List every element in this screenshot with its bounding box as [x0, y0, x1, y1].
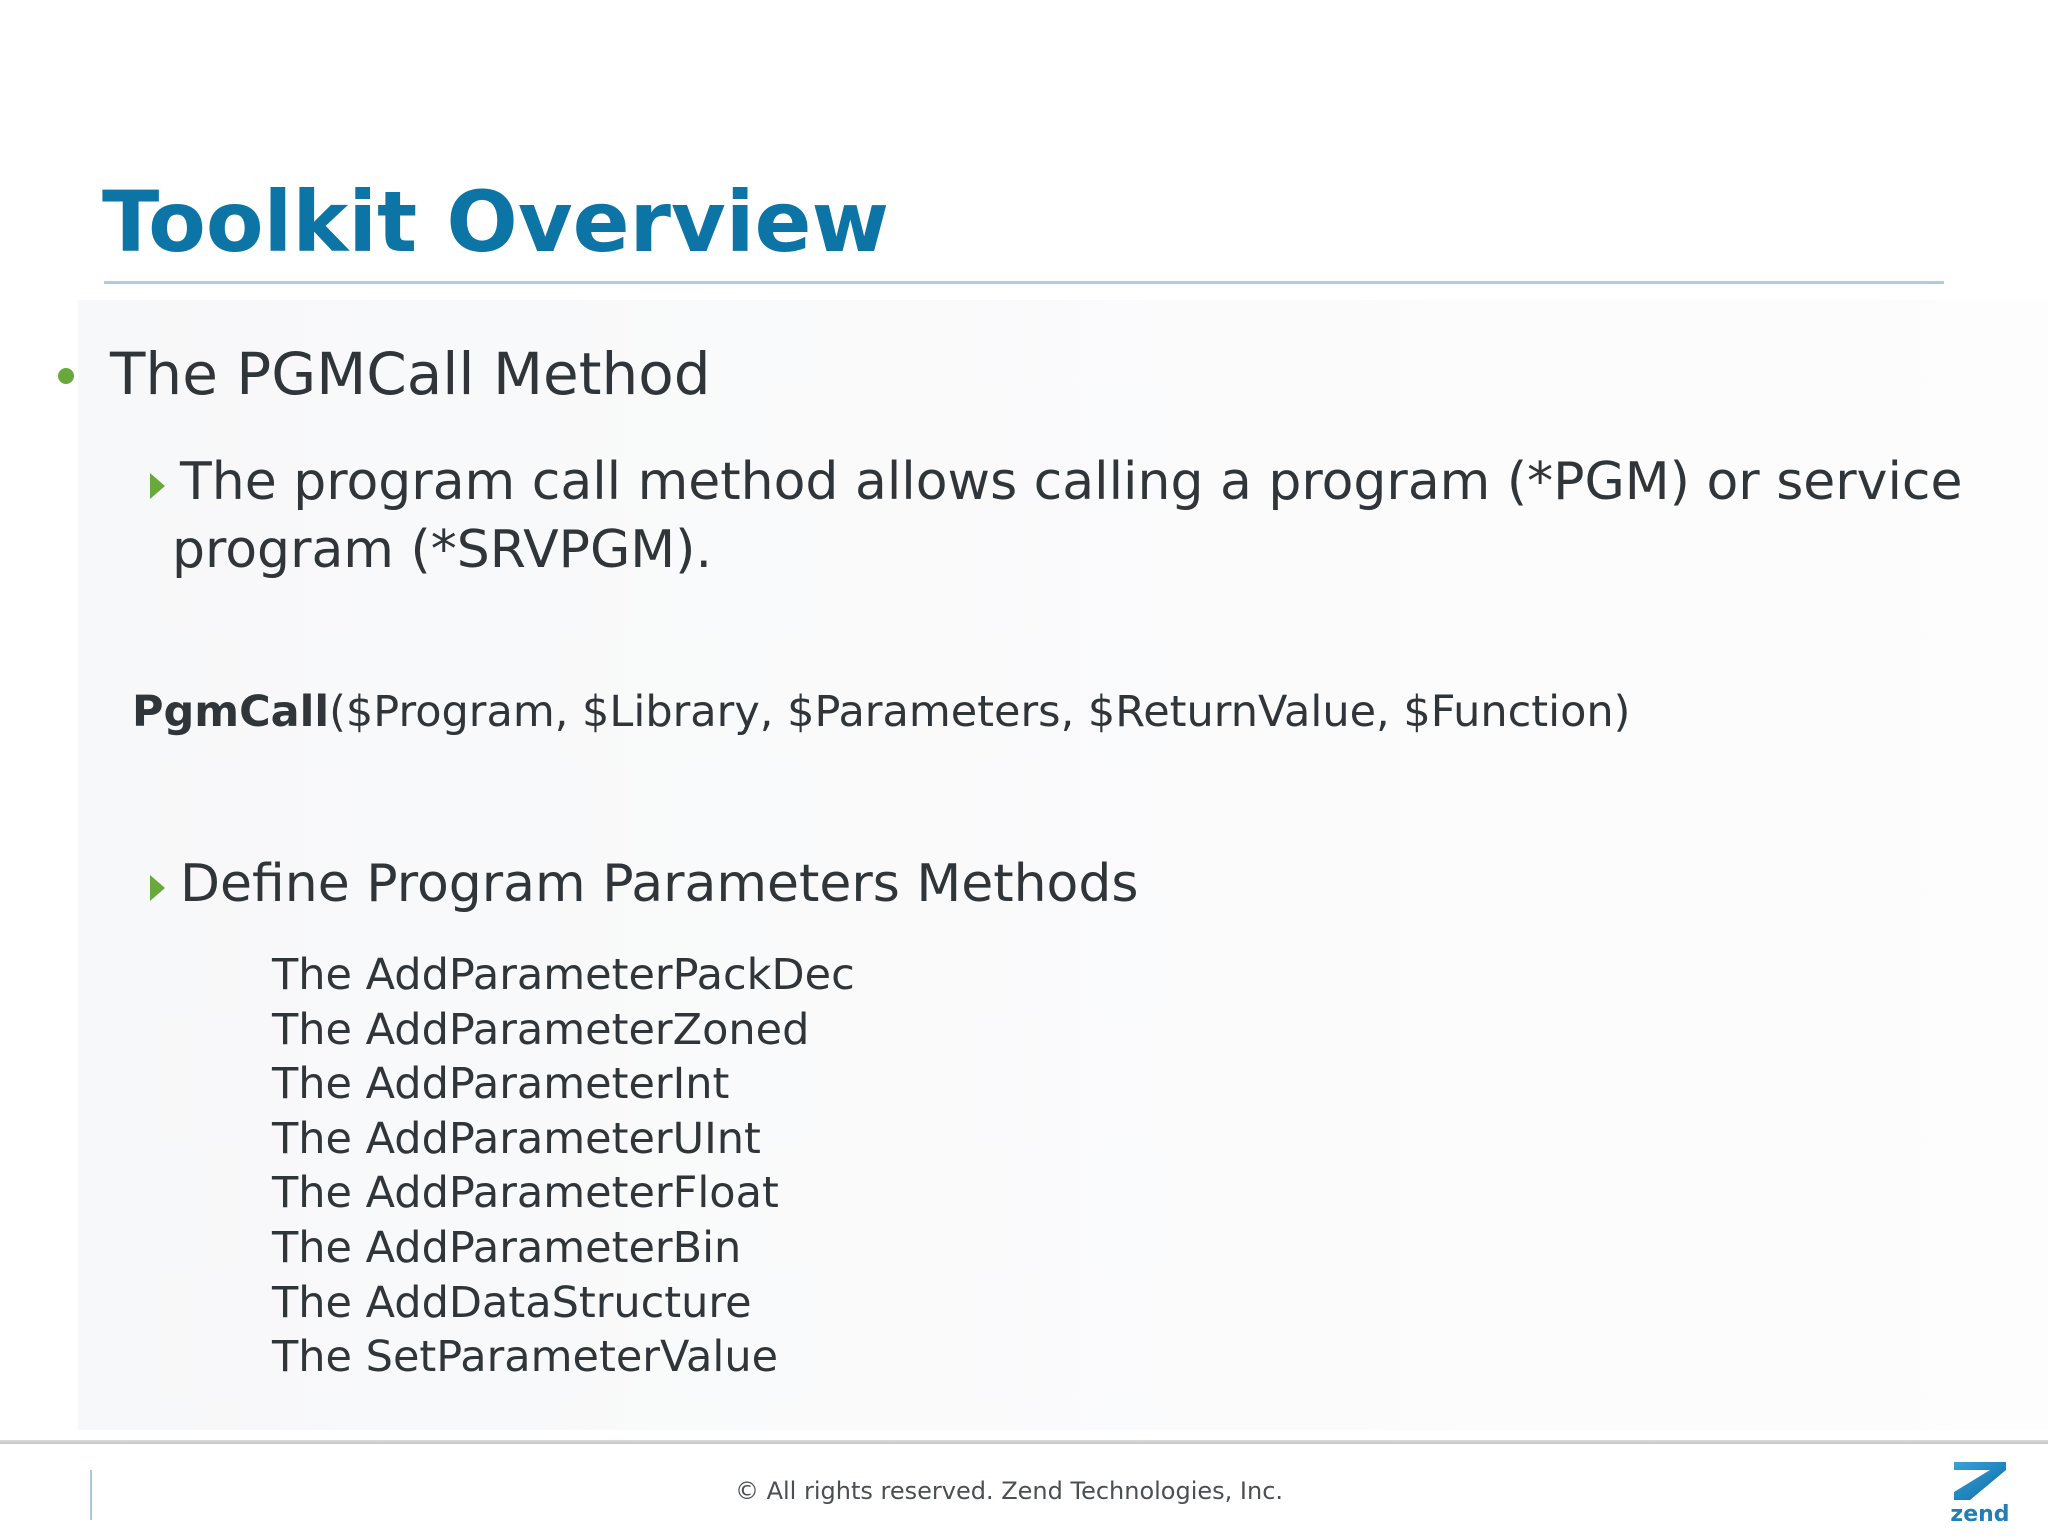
footer-separator	[0, 1440, 2048, 1444]
slide-title: Toolkit Overview	[102, 173, 890, 271]
method-item: The AddParameterZoned	[272, 1004, 810, 1055]
footer-copyright: © All rights reserved. Zend Technologies, Inc.	[734, 1477, 1284, 1505]
method-item: The AddParameterPackDec	[272, 950, 855, 1000]
methods-list	[272, 948, 855, 1385]
title-underline	[104, 281, 1944, 284]
methods-heading: Define Program Parameters Methods	[180, 854, 1139, 914]
bullet-pgmcall-method: The PGMCall Method	[110, 340, 711, 408]
signature-function-name: PgmCall	[132, 687, 330, 737]
description-line-2: program (*SRVPGM).	[172, 520, 712, 580]
method-item: The AddParameterInt	[272, 1059, 730, 1110]
method-item: The AddDataStructure	[272, 1277, 752, 1328]
method-item: The AddParameterBin	[272, 1222, 742, 1273]
sub-bullet-arrow-icon	[150, 875, 165, 901]
signature-arguments: ($Program, $Library, $Parameters, $ReturnValue, $Function)	[329, 687, 1631, 737]
method-item: The SetParameterValue	[272, 1332, 779, 1383]
pgmcall-signature	[132, 684, 1630, 740]
description-line-1: The program call method allows calling a program (*PGM) or service	[180, 452, 1963, 512]
bullet-dot-icon	[58, 368, 74, 384]
zend-logo-wordmark: zend	[1950, 1502, 2010, 1527]
method-item: The AddParameterUInt	[272, 1113, 761, 1164]
method-item: The AddParameterFloat	[272, 1168, 779, 1219]
sub-bullet-arrow-icon	[150, 473, 165, 499]
